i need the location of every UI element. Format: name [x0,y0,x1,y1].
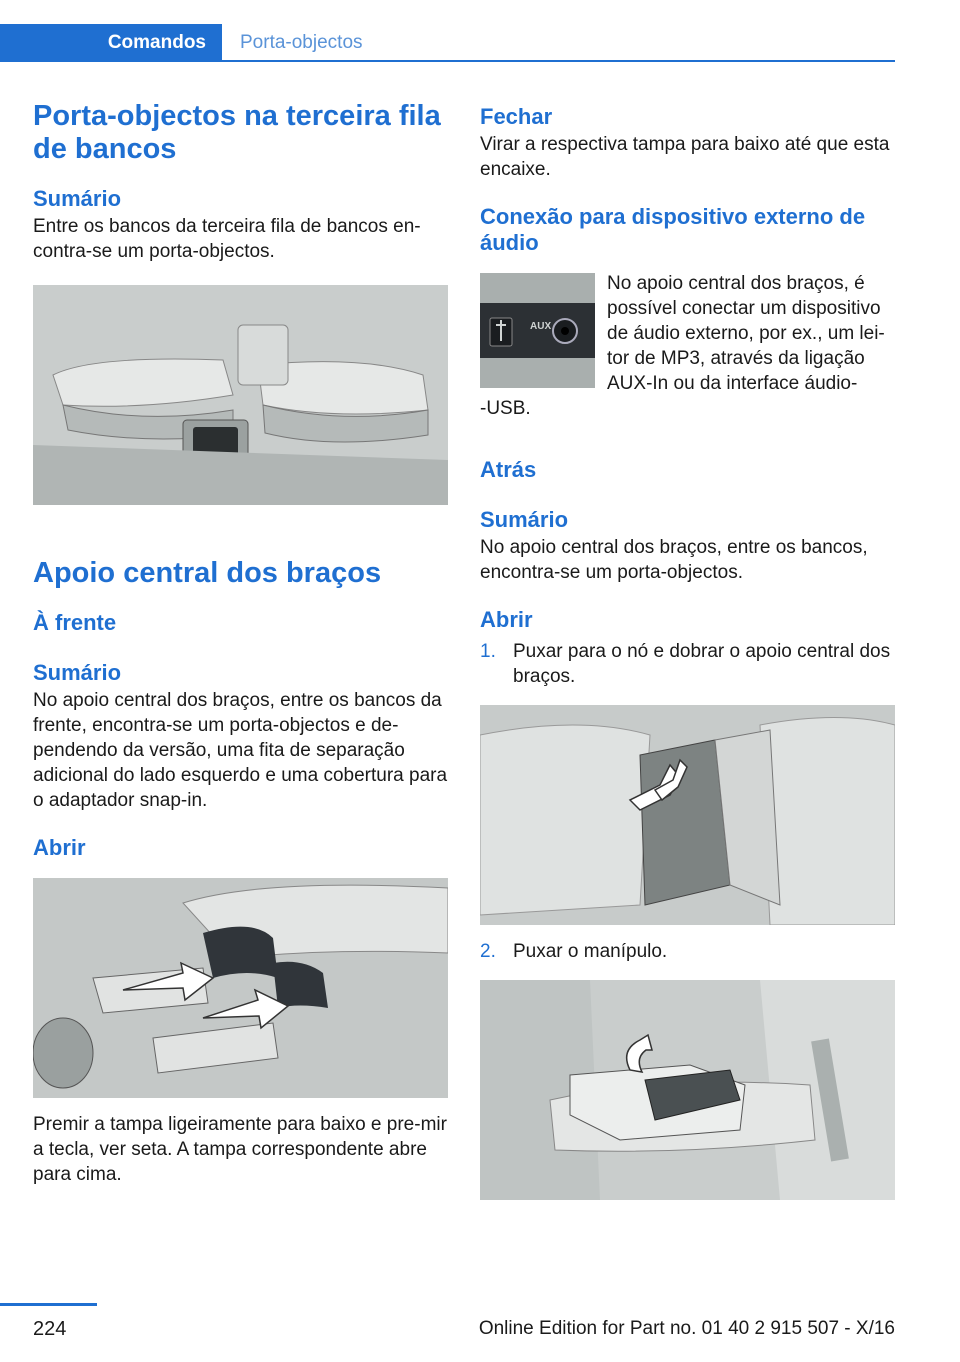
rear-armrest-illustration [480,705,895,925]
step-text: Puxar para o nó e dobrar o apoio central dos braços. [513,641,891,687]
heading-summary: Sumário [480,507,569,532]
heading-summary: Sumário [33,186,122,211]
heading-armrest: Apoio central dos braços [33,557,382,589]
tab-comandos[interactable]: Comandos [0,24,222,62]
step-number: 1. [480,641,496,662]
heading-rear: Atrás [480,457,537,482]
aux-label: AUX [530,321,552,332]
close-instructions: Virar a respectiva tampa para baixo até que esta encaixe. [480,134,890,180]
heading-open: Abrir [33,835,86,860]
open-instructions: Premir a tampa ligeiramente para baixo e pre-mir a tecla, ver seta. A tampa correspondente abre para cima. [33,1114,447,1185]
edition-text: Online Edition for Part no. 01 40 2 915 507 - X/16 [478,1318,895,1339]
summary-text: No apoio central dos braços, entre os bancos, encontra-se um porta-objectos. [480,537,868,583]
page-number: 224 [33,1318,67,1340]
list-item [480,639,896,689]
heading-summary: Sumário [33,660,122,685]
right-column [480,100,896,1200]
heading-close: Fechar [480,104,553,129]
audio-connection-block [480,271,896,421]
rear-handle-illustration [480,980,895,1200]
list-item [480,939,896,964]
rear-handle-photo [480,980,895,1200]
heading-open: Abrir [480,607,533,632]
audio-connection-text-cont: -USB. [480,398,531,419]
tab-porta-objectos[interactable]: Porta-objectos [240,32,363,53]
heading-third-row-storage: Porta-objectos na terceira fila de bancos [33,100,441,165]
summary-text: No apoio central dos braços, entre os bancos da frente, encontra-se um porta-objectos e de-pendendo da versão, uma fita de separação adicional do lado esquerdo e uma cobertura para o adaptador snap-in. [33,690,448,811]
third-row-storage-photo [33,285,448,505]
footer-divider [0,1303,97,1306]
aux-usb-photo [480,273,595,388]
heading-front: À frente [33,610,117,635]
left-column [33,100,448,1187]
rear-armrest-photo [480,705,895,925]
header-divider [222,60,895,62]
third-row-storage-illustration [33,285,448,505]
step-text: Puxar o manípulo. [513,941,668,962]
summary-text: Entre os bancos da terceira fila de bancos en-contra-se um porta-objectos. [33,216,421,262]
front-armrest-photo [33,878,448,1098]
page-header [0,0,895,62]
front-armrest-illustration [33,878,448,1098]
heading-audio-connection: Conexão para dispositivo externo de áudio [480,204,866,255]
step-number: 2. [480,941,496,962]
audio-connection-text: No apoio central dos braços, é possível conectar um dispositivo de áudio externo, por ex., um lei-tor de MP3, através da ligação AUX-In ou da interface áudio- [607,273,885,394]
